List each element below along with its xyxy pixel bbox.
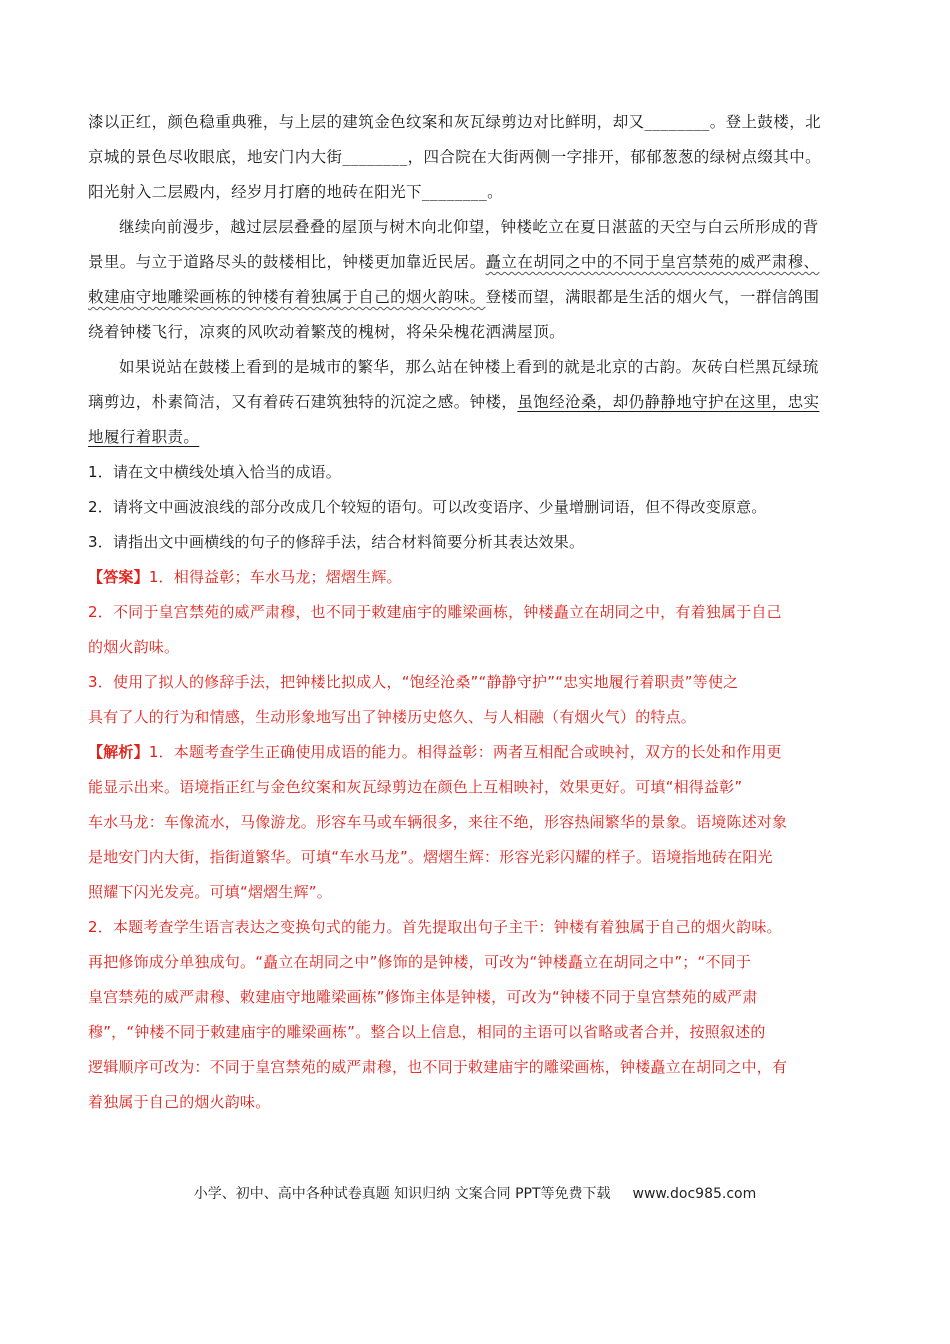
- answer-tag: 【答案】: [88, 568, 149, 586]
- question-1: 1．请在文中横线处填入恰当的成语。: [88, 463, 341, 481]
- analysis-line: 皇宫禁苑的威严肃穆、敕建庙守地雕梁画栋”修饰主体是钟楼，可改为“钟楼不同于皇宫禁苑的威严肃: [88, 988, 758, 1006]
- analysis-line: 车水马龙：车像流水，马像游龙。形容车马或车辆很多，来往不绝，形容热闹繁华的景象。语境陈述对象: [88, 813, 788, 831]
- underlined-sentence: 地履行着职责。: [88, 428, 200, 446]
- question-2: 2．请将文中画波浪线的部分改成几个较短的语句。可以改变语序、少量增删词语，但不得改变原意。: [88, 498, 767, 516]
- answer-2: 2．不同于皇宫禁苑的威严肃穆，也不同于敕建庙宇的雕梁画栋，钟楼矗立在胡同之中，有着独属于自己: [88, 603, 782, 621]
- passage-line: 漆以正红，颜色稳重典雅，与上层的建筑金色纹案和灰瓦绿剪边对比鲜明，却又________。登上鼓楼，北: [88, 113, 822, 131]
- analysis-text: 1．本题考查学生正确使用成语的能力。相得益彰：两者互相配合或映衬，双方的长处和作用更: [148, 743, 782, 761]
- answer-3: 具有了人的行为和情感，生动形象地写出了钟楼历史悠久、与人相融（有烟火气）的特点。: [88, 708, 697, 726]
- answer-section: [88, 567, 863, 742]
- analysis-line: [88, 742, 863, 777]
- questions: [88, 462, 863, 567]
- passage-line: 绕着钟楼飞行，凉爽的风吹动着繁茂的槐树，将朵朵槐花洒满屋顶。: [88, 323, 566, 341]
- passage-line: [88, 392, 863, 427]
- passage-line: 京城的景色尽收眼底，地安门内大街________，四合院在大街两侧一字排开，郁郁葱葱的绿树点缀其中。: [88, 148, 822, 166]
- analysis-line: 能显示出来。语境指正红与金色纹案和灰瓦绿剪边在颜色上互相映衬，效果更好。可填“相得益彰”: [88, 778, 743, 796]
- answer-2: 的烟火韵味。: [88, 638, 180, 656]
- passage-text: 璃剪边，朴素简洁，又有着砖石建筑独特的沉淀之感。钟楼，: [88, 393, 518, 411]
- analysis-tag: 【解析】: [88, 743, 149, 761]
- question-3: 3．请指出文中画横线的句子的修辞手法，结合材料简要分析其表达效果。: [88, 533, 585, 551]
- footer-link[interactable]: www.doc985.com: [632, 1186, 757, 1202]
- analysis-line: 着独属于自己的烟火韵味。: [88, 1093, 271, 1111]
- wavy-underlined-text: 矗立在胡同之中的不同于皇宫禁苑的威严肃穆、: [485, 253, 820, 271]
- passage-line: [88, 427, 863, 462]
- passage-line: [88, 252, 863, 287]
- passage-line: 阳光射入二层殿内，经岁月打磨的地砖在阳光下________。: [88, 183, 504, 201]
- underlined-sentence: 虽饱经沧桑，却仍静静地守护在这里，忠实: [517, 393, 820, 411]
- wavy-underlined-text: 敕建庙守地雕梁画栋的钟楼有着独属于自己的烟火韵味。: [88, 288, 486, 306]
- passage-line: 继续向前漫步，越过层层叠叠的屋顶与树木向北仰望，钟楼屹立在夏日湛蓝的天空与白云所形成的背: [119, 218, 819, 236]
- passage: [88, 112, 863, 462]
- analysis-line: 照耀下闪光发亮。可填“熠熠生辉”。: [88, 883, 332, 901]
- analysis-line: 穆”，“钟楼不同于敕建庙宇的雕梁画栋”。整合以上信息，相同的主语可以省略或者合并，按照叙述的: [88, 1023, 766, 1041]
- answer-3: 3．使用了拟人的修辞手法，把钟楼比拟成人，“饱经沧桑”“静静守护”“忠实地履行着职责”等使之: [88, 673, 739, 691]
- analysis-line: 2．本题考查学生语言表达之变换句式的能力。首先提取出句子主干：钟楼有着独属于自己的烟火韵味。: [88, 918, 782, 936]
- answer-1: 1．相得益彰；车水马龙；熠熠生辉。: [148, 568, 402, 586]
- document-page: [88, 112, 863, 1125]
- analysis-line: 是地安门内大街，指街道繁华。可填“车水马龙”。熠熠生辉：形容光彩闪耀的样子。语境指地砖在阳光: [88, 848, 773, 866]
- passage-text: 景里。与立于道路尽头的鼓楼相比，钟楼更加靠近民居。: [88, 253, 486, 271]
- analysis-line: 逻辑顺序可改为：不同于皇宫禁苑的威严肃穆，也不同于敕建庙宇的雕梁画栋，钟楼矗立在胡同之中，有: [88, 1058, 788, 1076]
- answer-line: [88, 567, 863, 602]
- passage-line: 如果说站在鼓楼上看到的是城市的繁华，那么站在钟楼上看到的就是北京的古韵。灰砖白栏黑瓦绿琉: [119, 358, 819, 376]
- page-footer: [0, 1183, 950, 1203]
- footer-text: 小学、初中、高中各种试卷真题 知识归纳 文案合同 PPT等免费下载: [193, 1186, 611, 1202]
- analysis-section: [88, 742, 863, 1125]
- passage-line: [88, 287, 863, 322]
- passage-text: 登楼而望，满眼都是生活的烟火气，一群信鸽围: [485, 288, 820, 306]
- analysis-line: 再把修饰成分单独成句。“矗立在胡同之中”修饰的是钟楼，可改为“钟楼矗立在胡同之中”；“不同于: [88, 953, 752, 971]
